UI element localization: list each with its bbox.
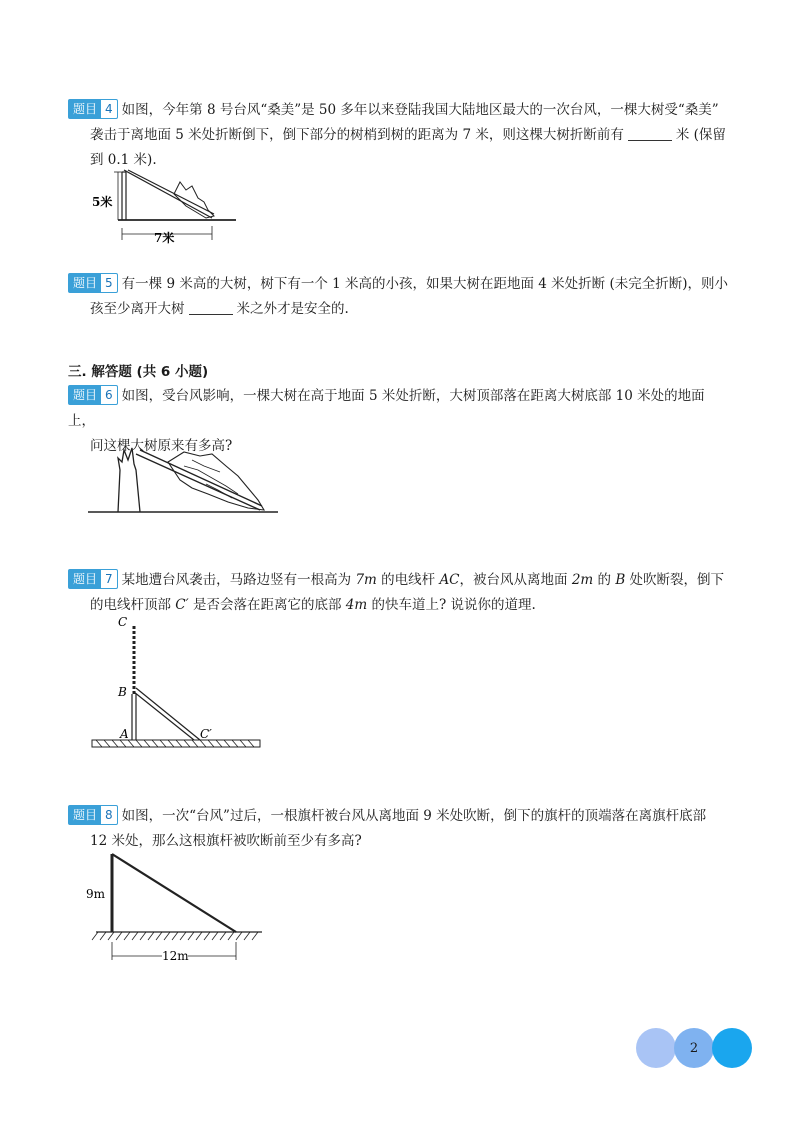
label-c-prime: C′ xyxy=(200,727,212,741)
figure-4-height-label: 5米 xyxy=(92,195,113,209)
problem-8 xyxy=(68,804,728,854)
problem-tag: 题目 6 xyxy=(68,385,118,405)
figure-6-broken-tree xyxy=(88,440,278,520)
answer-blank[interactable] xyxy=(628,126,672,141)
problem-6-line-1: 题目 6 如图，受台风影响，一棵大树在高于地面 5 米处折断，大树顶部落在距离大树底部 10 米处的地面上， xyxy=(68,384,728,434)
pager-circle-right xyxy=(712,1028,752,1068)
label-b: B xyxy=(118,685,127,699)
problem-8-line-2: 12 米处，那么这根旗杆被吹断前至少有多高? xyxy=(90,833,362,849)
problem-4-line-1: 题目 4 如图，今年第 8 号台风“桑美”是 50 多年以来登陆我国大陆地区最大的一次台风，一棵大树受“桑美” xyxy=(68,98,728,123)
page-number: 2 xyxy=(674,1028,714,1068)
label-c: C xyxy=(118,615,128,629)
problem-4 xyxy=(68,98,728,173)
problem-7 xyxy=(68,568,728,618)
problem-tag: 题目 8 xyxy=(68,805,118,825)
page-number-badge xyxy=(636,1028,752,1068)
label-a: A xyxy=(120,727,129,741)
problem-5-line-2: 孩至少离开大树 米之外才是安全的. xyxy=(90,301,349,317)
answer-blank[interactable] xyxy=(189,300,233,315)
figure-7-utility-pole xyxy=(88,612,264,752)
problem-5 xyxy=(68,272,728,322)
problem-tag: 题目 4 xyxy=(68,99,118,119)
problem-4-line-3: 到 0.1 米). xyxy=(90,152,157,168)
problem-7-line-1: 题目 7 某地遭台风袭击，马路边竖有一根高为 7m 的电线杆 AC，被台风从离地面 2m 的 B 处吹断裂，倒下 xyxy=(68,568,728,593)
figure-4-width-label: 7米 xyxy=(154,231,175,244)
figure-8-width-label: 12m xyxy=(162,949,189,963)
problem-tag: 题目 5 xyxy=(68,273,118,293)
problem-5-line-1: 题目 5 有一棵 9 米高的大树，树下有一个 1 米高的小孩，如果大树在距地面 4 米处折断 (未完全折断)，则小 xyxy=(68,272,728,297)
section-title: 三. 解答题 (共 6 小题) xyxy=(68,364,209,380)
problem-6-line-2: 问这棵大树原来有多高? xyxy=(90,438,233,454)
problem-7-line-2: 的电线杆顶部 C′ 是否会落在距离它的底部 4m 的快车道上? 说说你的道理. xyxy=(90,597,536,613)
figure-8-height-label: 9m xyxy=(86,887,106,901)
problem-4-line-2: 袭击于离地面 5 米处折断倒下，倒下部分的树梢到树的距离为 7 米，则这棵大树折断前有 米 (保留 xyxy=(90,127,726,143)
problem-tag: 题目 7 xyxy=(68,569,118,589)
figure-4-broken-tree xyxy=(88,164,240,244)
figure-8-flagpole xyxy=(82,848,268,968)
pager-circle-left xyxy=(636,1028,676,1068)
problem-8-line-1: 题目 8 如图，一次“台风”过后，一根旗杆被台风从离地面 9 米处吹断，倒下的旗杆的顶端落在离旗杆底部 xyxy=(68,804,728,829)
